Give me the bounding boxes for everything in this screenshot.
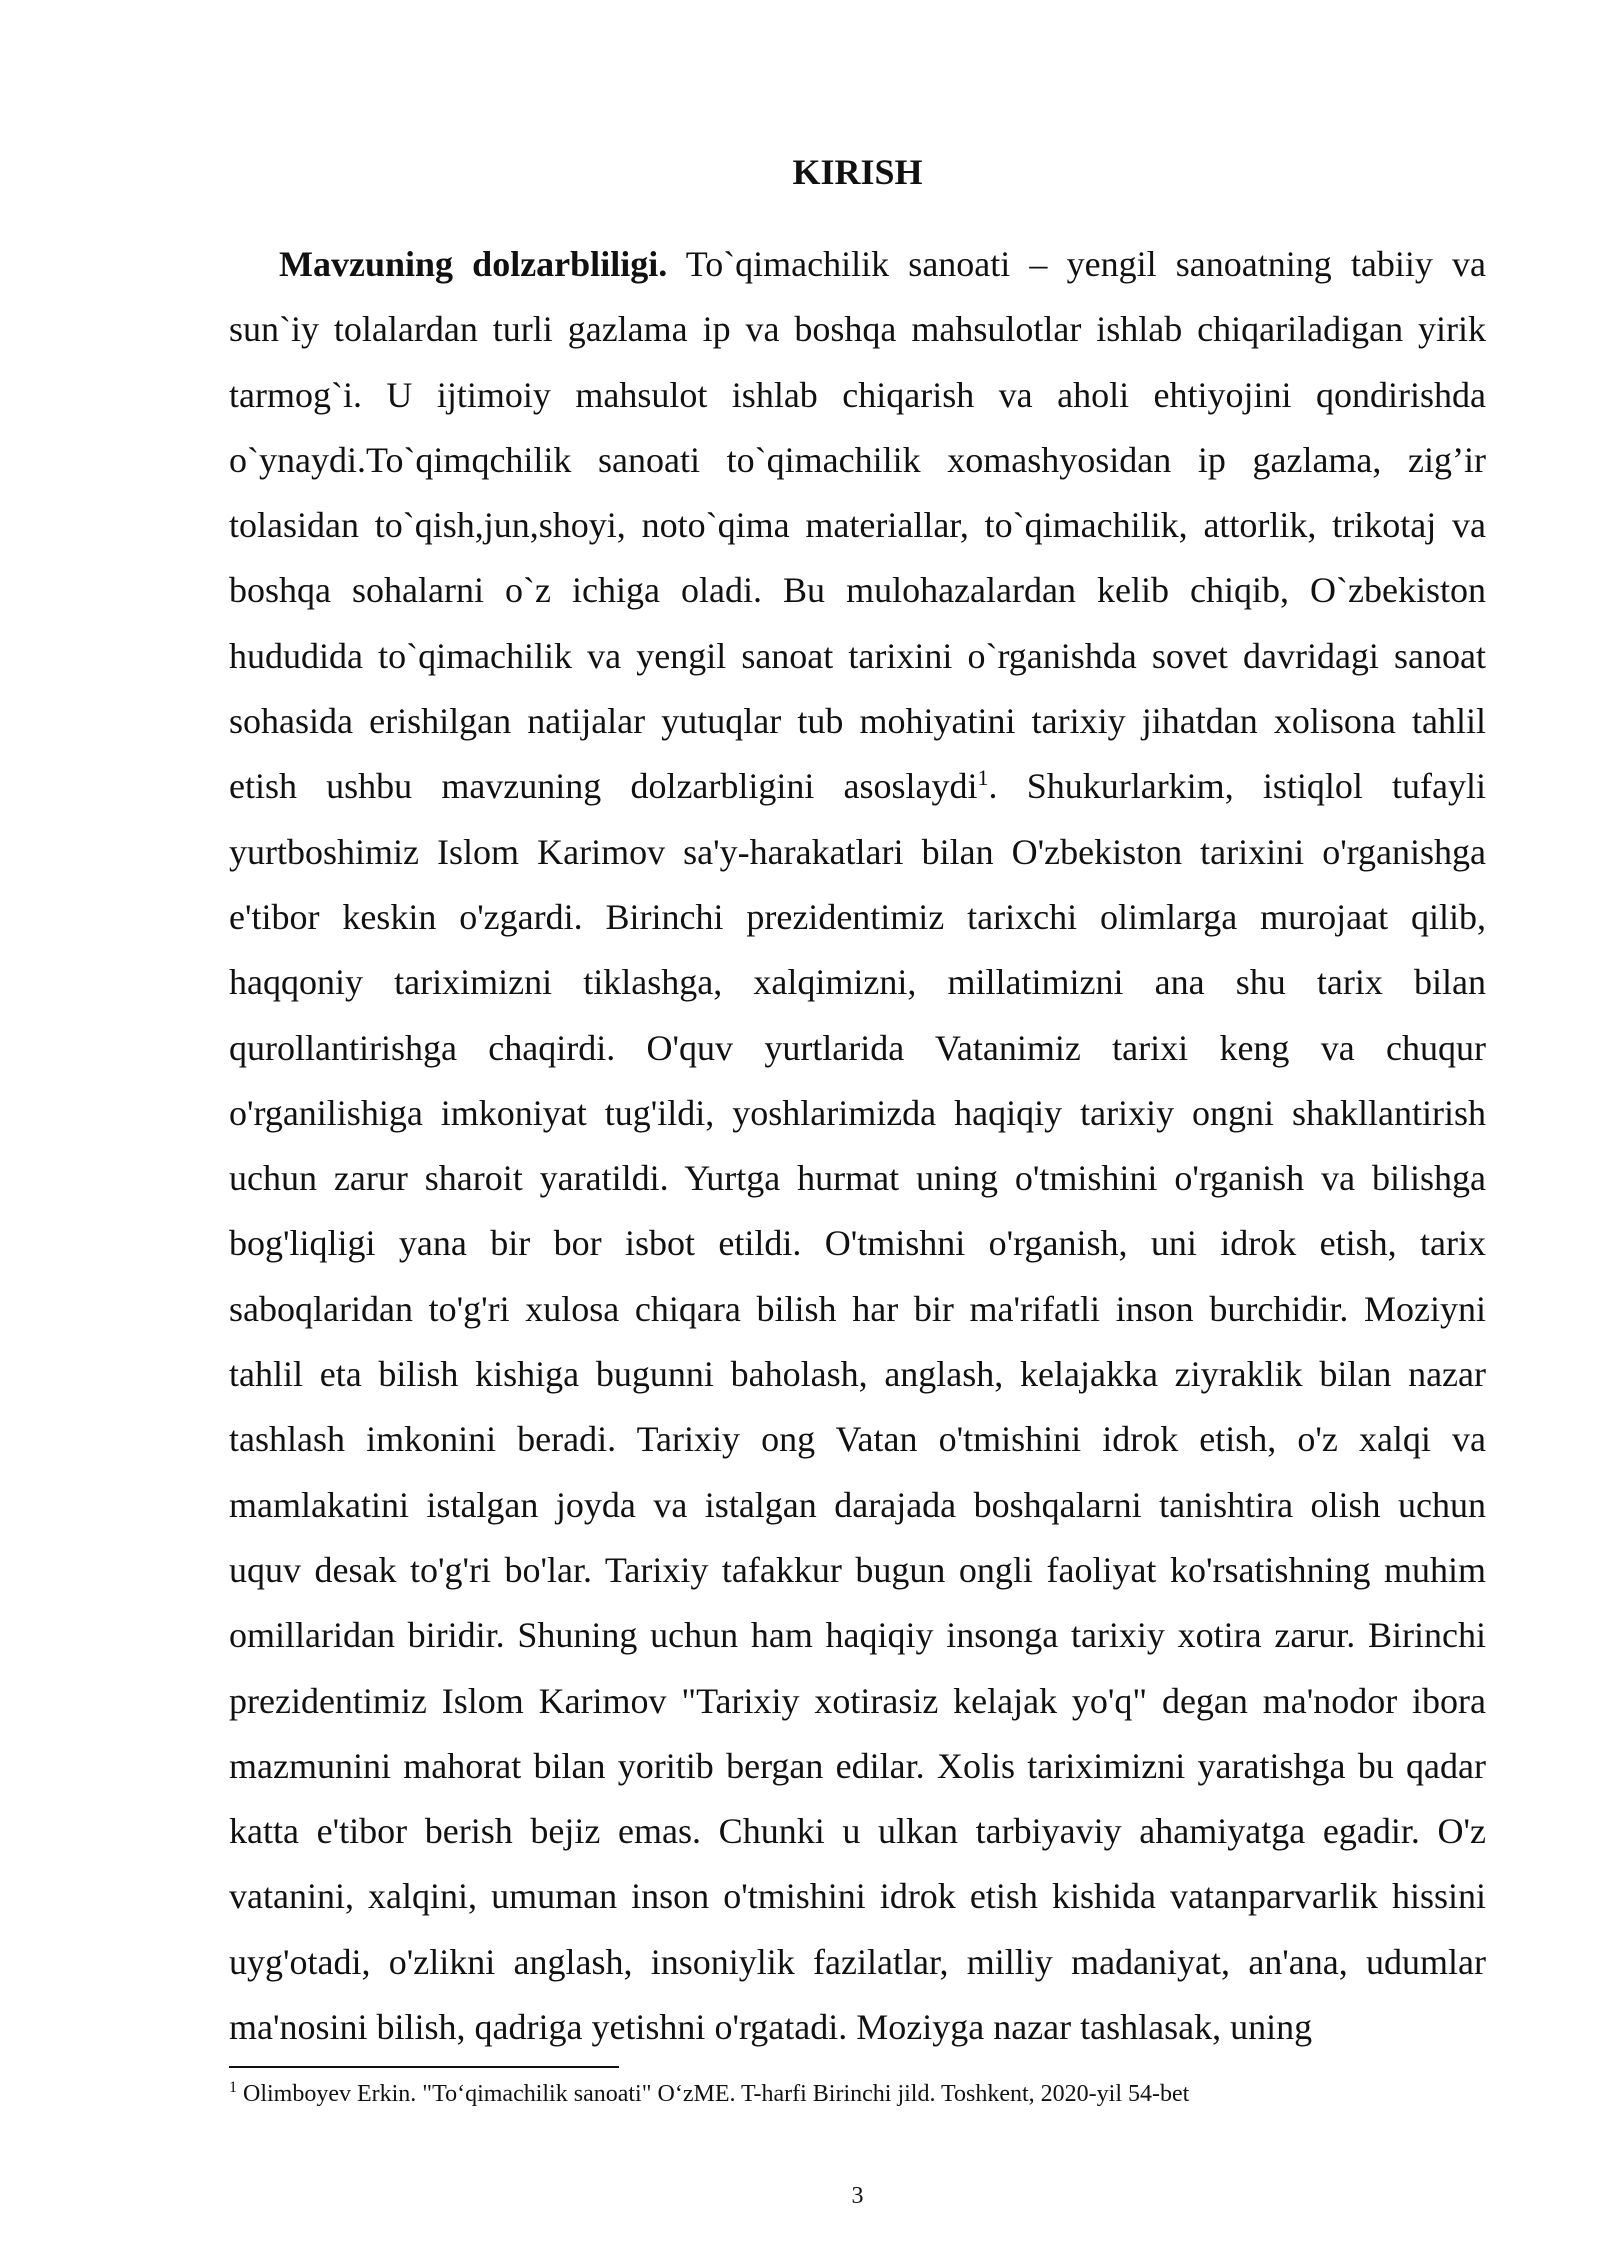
footnote-number: 1 [229, 2079, 237, 2096]
footnote [229, 2078, 1486, 2110]
footnote-separator [229, 2066, 619, 2068]
paragraph-text-part1: To`qimachilik sanoati – yengil sanoatning tabiiy va sun`iy tolalardan turli gazlama ip va boshqa mahsulotlar ishlab chiqariladigan yirik tarmog`i. U ijtimoiy mahsulot ishlab chiqarish va aholi ehtiyojini qondirishda o`ynaydi.To`qimqchilik sanoati to`qimachilik xomashyosidan ip gazlama, zig’ir tolasidan to`qish,jun,shoyi, noto`qima materiallar, to`qimachilik, attorlik, trikotaj va boshqa sohalarni o`z ichiga oladi. Bu mulohazalardan kelib chiqib, O`zbekiston hududida to`qimachilik va yengil sanoat tarixini o`rganishda sovet davridagi sanoat sohasida erishilgan natijalar yutuqlar tub mohiyatini tarixiy jihatdan xolisona tahlil etish ushbu mavzuning dolzarbligini asoslaydi [229, 244, 1486, 807]
body-paragraph [229, 232, 1486, 2060]
paragraph-lead: Mavzuning dolzarbliligi. [279, 244, 668, 284]
footnote-text: Olimboyev Erkin. "To‘qimachilik sanoati" O‘zME. T-harfi Birinchi jild. Toshkent, 2020-yil 54-bet [237, 2081, 1190, 2107]
paragraph-text-part2: . Shukurlarkim, istiqlol tufayli yurtboshimiz Islom Karimov sa'y-harakatlari bilan O'zbekiston tarixini o'rganishga e'tibor keskin o'zgardi. Birinchi prezidentimiz tarixchi olimlarga murojaat qilib, haqqoniy tariximizni tiklashga, xalqimizni, millatimizni ana shu tarix bilan qurollantirishga chaqirdi. O'quv yurtlarida Vatanimiz tarixi keng va chuqur o'rganilishiga imkoniyat tug'ildi, yoshlarimizda haqiqiy tarixiy ongni shakllantirish uchun zarur sharoit yaratildi. Yurtga hurmat uning o'tmishini o'rganish va bilishga bog'liqligi yana bir bor isbot etildi. O'tmishni o'rganish, uni idrok etish, tarix saboqlaridan to'g'ri xulosa chiqara bilish har bir ma'rifatli inson burchidir. Moziyni tahlil eta bilish kishiga bugunni baholash, anglash, kelajakka ziyraklik bilan nazar tashlash imkonini beradi. Tarixiy ong Vatan o'tmishini idrok etish, o'z xalqi va mamlakatini istalgan joyda va istalgan darajada boshqalarni tanishtira olish uchun uquv desak to'g'ri bo'lar. Tarixiy tafakkur bugun ongli faoliyat ko'rsatishning muhim omillaridan biridir. Shuning uchun ham haqiqiy insonga tarixiy xotira zarur. Birinchi prezidentimiz Islom Karimov "Tarixiy xotirasiz kelajak yo'q" degan ma'nodor ibora mazmunini mahorat bilan yoritib bergan edilar. Xolis tariximizni yaratishga bu qadar katta e'tibor berish bejiz emas. Chunki u ulkan tarbiyaviy ahamiyatga egadir. O'z vatanini, xalqini, umuman inson o'tmishini idrok etish kishida vatanparvarlik hissini uyg'otadi, o'zlikni anglash, insoniylik fazilatlar, milliy madaniyat, an'ana, udumlar ma'nosini bilish, qadriga yetishni o'rgatadi. Moziyga nazar tashlasak, uning [229, 766, 1486, 2048]
page-heading: KIRISH [792, 152, 923, 192]
page-number: 3 [851, 2183, 864, 2209]
footnote-reference[interactable]: 1 [977, 765, 989, 791]
